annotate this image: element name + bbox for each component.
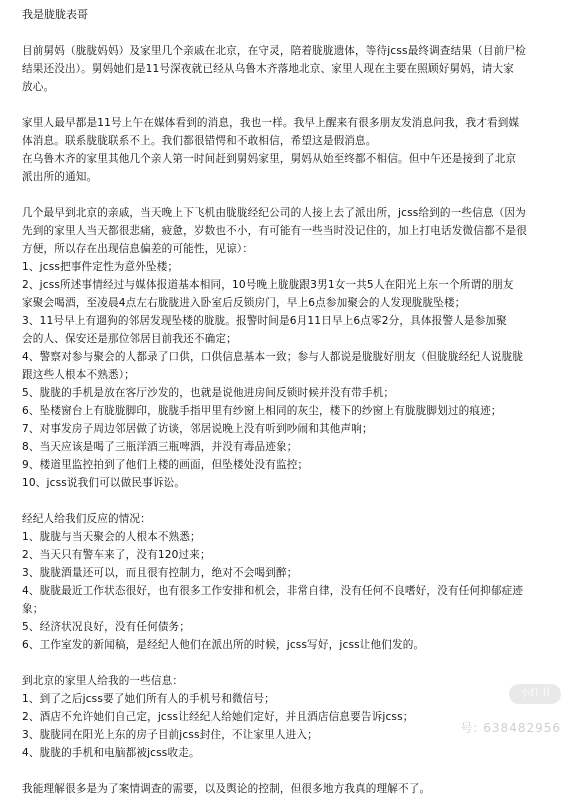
list-item: 5、胧胧的手机是放在客厅沙发的，也就是说他进房间反锁时候并没有带手机； — [22, 387, 395, 399]
list-item: 6、坠楼窗台上有胧胧脚印，胧胧手指甲里有纱窗上相同的灰尘，楼下的纱窗上有胧胧脚划过的痕迹； — [22, 405, 502, 417]
paragraph-first-news — [22, 114, 555, 186]
paragraph-family-info — [22, 672, 555, 762]
list-item: 3、11号早上有遛狗的邻居发现坠楼的胧胧。报警时间是6月11日早上6点零2分，具体报警人是参加聚 — [22, 315, 507, 327]
list-item: 2、当天只有警车来了，没有120过来； — [22, 549, 211, 561]
list-item: 跟这些人根本不熟悉）； — [22, 369, 135, 381]
list-item: 4、胧胧最近工作状态很好，也有很多工作安排和机会，非常自律，没有任何不良嗜好，没有任何抑郁症迹 — [22, 585, 524, 597]
text-line: 派出所的通知。 — [22, 171, 98, 183]
text-line: 在乌鲁木齐的家里其他几个亲人第一时间赶到舅妈家里，舅妈从始至终都不相信。但中午还是接到了北京 — [22, 153, 517, 165]
text-line: 先到的家里人当天都很悲痛，疲惫，岁数也不小，有可能有一些当时没记住的，加上打电话发微信都不是很 — [22, 225, 527, 237]
list-item: 6、工作室发的新闻稿，是经纪人他们在派出所的时候，jcss写好，jcss让他们发的。 — [22, 639, 425, 651]
paragraph-agent-info — [22, 510, 555, 654]
text-line: 家里人最早都是11号上午在媒体看到的消息，我也一样。我早上醒来有很多朋友发消息问我，我才看到媒 — [22, 117, 520, 129]
text-line: 经纪人给我们反应的情况： — [22, 513, 151, 525]
list-item: 2、jcss所述事情经过与媒体报道基本相同，10号晚上胧胧跟3男1女一共5人在阳光上东一个所谓的朋友 — [22, 279, 514, 291]
paragraph-closing — [22, 780, 555, 798]
text-line: 方便，所以存在出现信息偏差的可能性，见谅）： — [22, 243, 254, 255]
list-item: 3、胧胧同在阳光上东的房子目前jcss封住，不让家里人进入； — [22, 729, 318, 741]
list-item: 3、胧胧酒量还可以，而且很有控制力，绝对不会喝到醉； — [22, 567, 298, 579]
list-item: 7、对事发房子周边邻居做了访谈，邻居说晚上没有听到吵闹和其他声响； — [22, 423, 373, 435]
watermark-id: 号: 638482956 — [460, 721, 561, 735]
watermark-logo: 小红书 — [509, 684, 561, 704]
text-line: 体消息。联系胧胧联系不上。我们都很错愕和不敢相信，希望这是假消息。 — [22, 135, 377, 147]
list-item: 2、酒店不允许她们自己定，jcss让经纪人给她们定好，并且酒店信息要告诉jcss； — [22, 711, 414, 723]
list-item: 象； — [22, 603, 44, 615]
text-line: 放心。 — [22, 81, 55, 93]
text-line: 几个最早到北京的亲戚，当天晚上下飞机由胧胧经纪公司的人接上去了派出所，jcss给到的一些信息（因为 — [22, 207, 526, 219]
list-item: 家聚会喝酒，至凌晨4点左右胧胧进入卧室后反锁房门，早上6点参加聚会的人发现胧胧坠楼； — [22, 297, 466, 309]
list-item: 10、jcss说我们可以做民事诉讼。 — [22, 477, 186, 489]
list-item: 9、楼道里监控拍到了他们上楼的画面，但坠楼处没有监控； — [22, 459, 309, 471]
list-item: 1、到了之后jcss要了她们所有人的手机号和微信号； — [22, 693, 275, 705]
list-item: 1、胧胧与当天聚会的人根本不熟悉； — [22, 531, 201, 543]
text-line: 到北京的家里人给我的一些信息： — [22, 675, 184, 687]
list-item: 1、jcss把事件定性为意外坠楼； — [22, 261, 179, 273]
paragraph-police-info — [22, 204, 555, 492]
text-line: 结果还没出）。舅妈她们是11号深夜就已经从乌鲁木齐落地北京、家里人现在主要在照顾好舅妈，请大家 — [22, 63, 514, 75]
paragraph-current-status — [22, 42, 555, 96]
list-item: 会的人、保安还是那位邻居目前我还不确定； — [22, 333, 237, 345]
list-item: 4、胧胧的手机和电脑都被jcss收走。 — [22, 747, 200, 759]
post-title: 我是胧胧表哥 — [22, 8, 88, 21]
text-line: 目前舅妈（胧胧妈妈）及家里几个亲戚在北京，在守灵，陪着胧胧遗体，等待jcss最终调查结果（目前尸检 — [22, 45, 526, 57]
list-item: 8、当天应该是喝了三瓶洋酒三瓶啤酒，并没有毒品迹象； — [22, 441, 298, 453]
text-line: 我能理解很多是为了案情调查的需要，以及舆论的控制，但很多地方我真的理解不了。 — [22, 783, 431, 795]
list-item: 4、警察对参与聚会的人都录了口供，口供信息基本一致；参与人都说是胧胧好朋友（但胧胧经纪人说胧胧 — [22, 351, 524, 363]
list-item: 5、经济状况良好，没有任何债务； — [22, 621, 191, 633]
